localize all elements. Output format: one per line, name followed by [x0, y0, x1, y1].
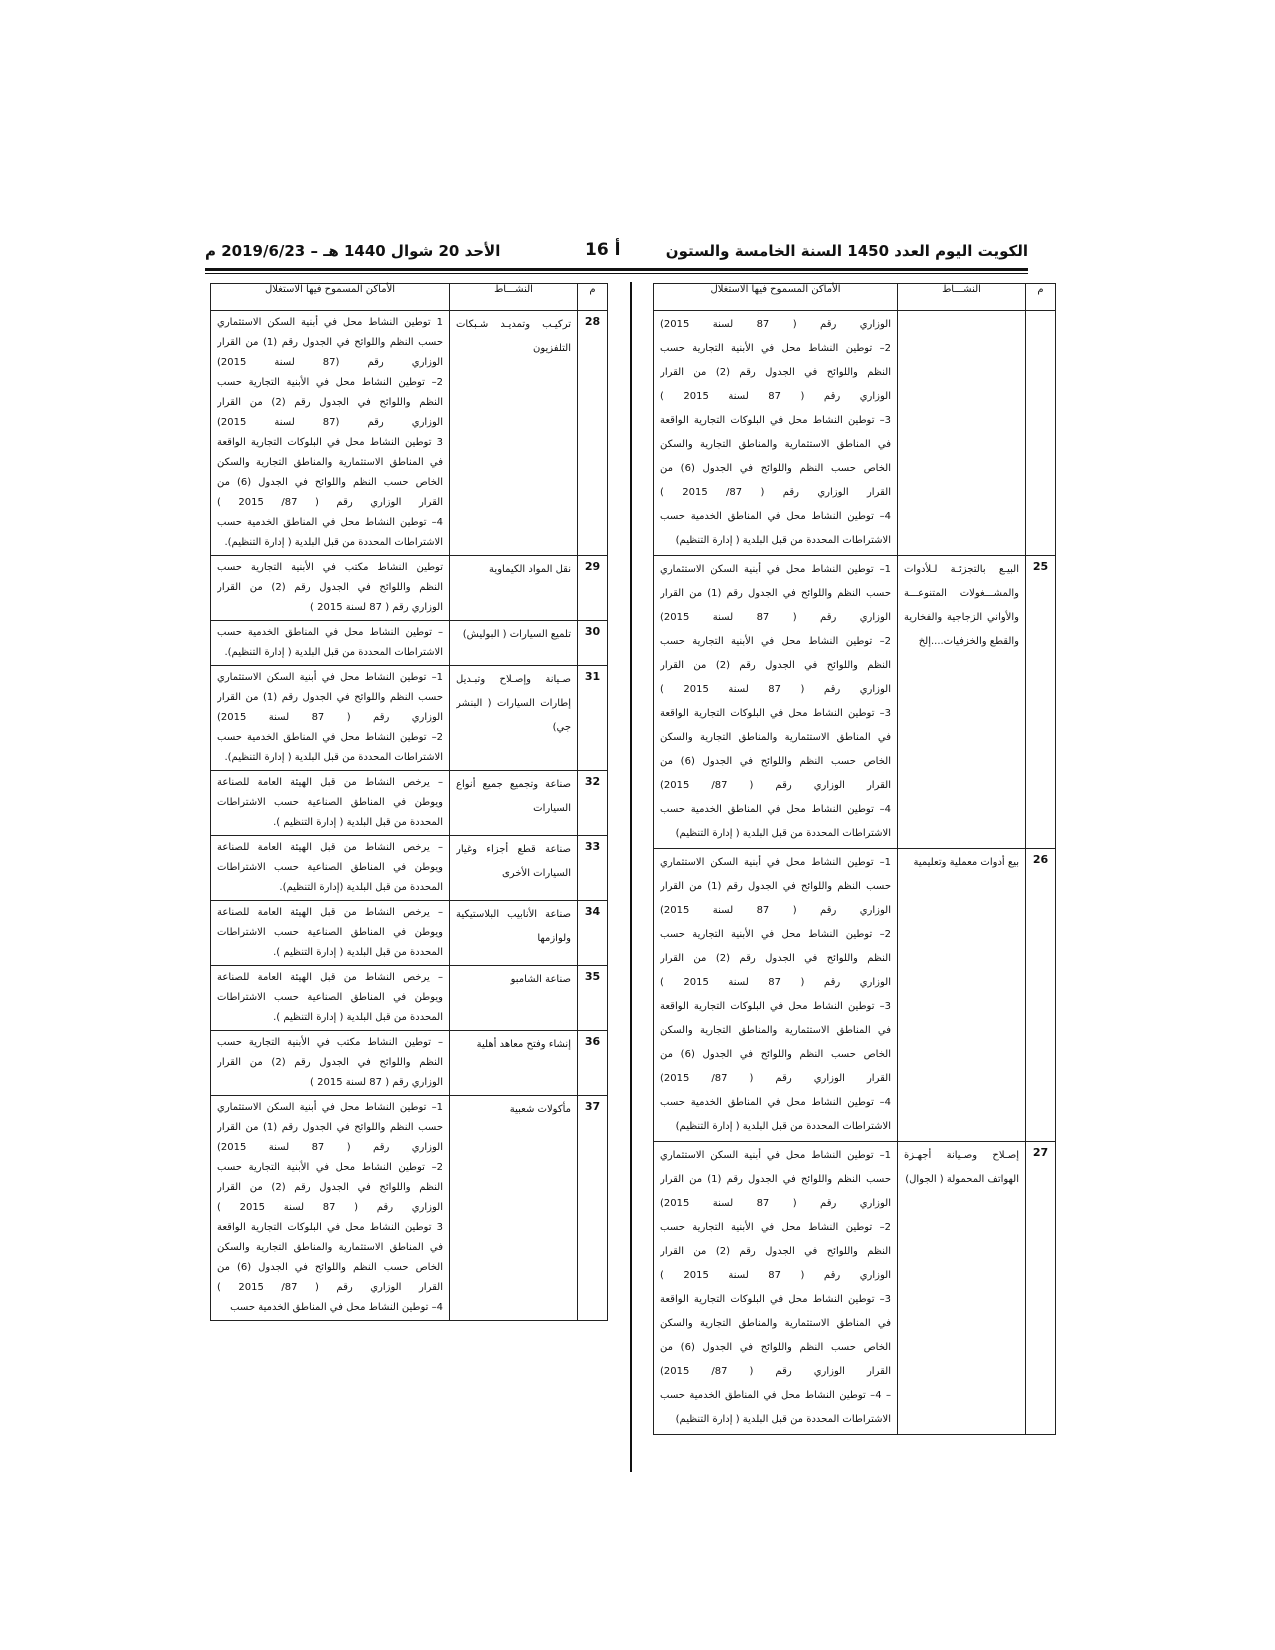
- places-line: 2– توطين النشاط محل في الأبنية التجارية حسب: [660, 929, 891, 940]
- places-line: الاشتراطات المحددة من قبل البلدية ( إدارة التنظيم): [675, 828, 891, 839]
- row-activity: [898, 849, 1026, 1142]
- places-line: الخاص حسب النظم واللوائح في الجدول (6) من: [660, 1049, 891, 1060]
- places-line: النظم واللوائح في الجدول رقم (2) من القرار: [217, 397, 443, 408]
- places-line: القرار الوزاري رقم ( 87/ 2015 ): [660, 487, 891, 498]
- table-row: [211, 621, 608, 666]
- header-activity: النشـــاط: [450, 284, 578, 311]
- places-line: الوزاري رقم ( 87 لسنة 2015 ): [660, 1270, 891, 1281]
- places-line: ويوطن في المناطق الصناعية حسب الاشتراطات: [217, 927, 443, 938]
- table-row: [211, 1096, 608, 1321]
- places-line: النظم واللوائح في الجدول رقم (2) من القرار: [217, 1057, 443, 1068]
- places-line: – توطين النشاط مكتب في الأبنية التجارية حسب: [217, 1037, 443, 1048]
- row-activity: [450, 1031, 578, 1096]
- places-line: 3 توطين النشاط محل في البلوكات التجارية الواقعة: [217, 1222, 443, 1233]
- places-line: 2– توطين النشاط محل في المناطق الخدمية حسب: [217, 732, 443, 743]
- places-line: حسب النظم واللوائح في الجدول رقم (1) من القرار: [660, 881, 891, 892]
- places-line: 2– توطين النشاط محل في الأبنية التجارية حسب: [660, 636, 891, 647]
- header-rule-thick: [205, 268, 1028, 271]
- places-line: النظم واللوائح في الجدول رقم (2) من القرار: [660, 660, 891, 671]
- page-number: 16 أ: [585, 240, 621, 260]
- publication-title: الكويت اليوم العدد 1450 السنة الخامسة والستون: [665, 242, 1028, 260]
- row-number: 37: [578, 1096, 608, 1321]
- table-row: [654, 1142, 1056, 1435]
- places-line: حسب النظم واللوائح في الجدول رقم (1) من القرار: [217, 692, 443, 703]
- places-line: – يرخص النشاط من قبل الهيئة العامة للصناعة: [217, 907, 443, 918]
- places-line: الوزاري رقم ( 87 لسنة 2015): [660, 905, 891, 916]
- places-line: 1– توطين النشاط محل في أبنية السكن الاستثماري: [217, 1102, 443, 1113]
- places-line: الوزاري رقم ( 87 لسنة 2015 ): [660, 977, 891, 988]
- row-activity: [450, 966, 578, 1031]
- places-line: في المناطق الاستثمارية والمناطق التجارية والسكن: [217, 1242, 443, 1253]
- header-places: الأماكن المسموح فيها الاستغلال: [654, 284, 898, 311]
- places-line: ويوطن في المناطق الصناعية حسب الاشتراطات: [217, 992, 443, 1003]
- places-line: 3– توطين النشاط محل في البلوكات التجارية الواقعة: [660, 1001, 891, 1012]
- places-line: القرار الوزاري رقم ( 87/ 2015): [660, 780, 891, 791]
- table-row: [654, 849, 1056, 1142]
- row-number: 26: [1026, 849, 1056, 1142]
- table-header-row: [654, 284, 1056, 311]
- places-line: – 4– توطين النشاط محل في المناطق الخدمية حسب: [660, 1390, 891, 1401]
- places-line: 4– توطين النشاط محل في المناطق الخدمية حسب: [660, 804, 891, 815]
- places-line: الاشتراطات المحددة من قبل البلدية ( إدارة التنظيم): [675, 1414, 891, 1425]
- places-line: في المناطق الاستثمارية والمناطق التجارية والسكن: [660, 439, 891, 450]
- activity-line: صناعة وتجميع جميع أنواع: [456, 779, 571, 790]
- places-line: المحددة من قبل البلدية ( إدارة التنظيم ).: [273, 1012, 443, 1023]
- table-row: [211, 556, 608, 621]
- places-line: الوزاري رقم ( 87 لسنة 2015 ): [660, 391, 891, 402]
- activity-line: البيـع بالتجزئـة لـلأدوات: [904, 564, 1019, 575]
- header-places: الأماكن المسموح فيها الاستغلال: [211, 284, 450, 311]
- places-line: النظم واللوائح في الجدول رقم (2) من القرار: [217, 582, 443, 593]
- places-line: 1– توطين النشاط محل في أبنية السكن الاستثماري: [217, 672, 443, 683]
- row-places: [211, 1031, 450, 1096]
- places-line: ويوطن في المناطق الصناعية حسب الاشتراطات: [217, 797, 443, 808]
- places-line: الخاص حسب النظم واللوائح في الجدول (6) من: [660, 756, 891, 767]
- row-number: 34: [578, 901, 608, 966]
- row-activity: [450, 771, 578, 836]
- places-line: في المناطق الاستثمارية والمناطق التجارية والسكن: [217, 457, 443, 468]
- places-line: 4– توطين النشاط محل في المناطق الخدمية حسب: [660, 1097, 891, 1108]
- places-line: ويوطن في المناطق الصناعية حسب الاشتراطات: [217, 862, 443, 873]
- row-places: [211, 311, 450, 556]
- row-number: 28: [578, 311, 608, 556]
- row-places: [211, 966, 450, 1031]
- row-places: [211, 836, 450, 901]
- activity-line: إصـلاح وصـيانة أجهـزة: [904, 1150, 1019, 1161]
- places-line: – يرخص النشاط من قبل الهيئة العامة للصناعة: [217, 777, 443, 788]
- places-line: المحددة من قبل البلدية (إدارة التنظيم).: [279, 882, 443, 893]
- places-line: الوزاري رقم (87 لسنة 2015): [217, 357, 443, 368]
- places-line: 1– توطين النشاط محل في أبنية السكن الاستثماري: [660, 564, 891, 575]
- row-places: [211, 556, 450, 621]
- places-line: الخاص حسب النظم واللوائح في الجدول (6) من: [217, 477, 443, 488]
- row-number: 27: [1026, 1142, 1056, 1435]
- places-line: الوزاري رقم ( 87 لسنة 2015 ): [310, 602, 443, 613]
- table-row-continuation: [654, 311, 1056, 556]
- row-number: 25: [1026, 556, 1056, 849]
- activity-line: صناعة قطع أجزاء وغيار: [456, 844, 571, 855]
- places-line: حسب النظم واللوائح في الجدول رقم (1) من القرار: [660, 1174, 891, 1185]
- activity-line: نقل المواد الكيماوية: [489, 564, 571, 575]
- row-places: [211, 901, 450, 966]
- places-line: النظم واللوائح في الجدول رقم (2) من القرار: [660, 953, 891, 964]
- row-number: 31: [578, 666, 608, 771]
- places-line: الوزاري رقم ( 87 لسنة 2015 ): [217, 1202, 443, 1213]
- row-activity: [450, 556, 578, 621]
- activity-line: والقطع والخزفيات....إلخ: [918, 636, 1019, 647]
- activity-line: السيارات: [533, 803, 571, 814]
- activity-line: بيع أدوات معملية وتعليمية: [913, 857, 1019, 868]
- column-divider: [630, 282, 632, 1472]
- places-line: الخاص حسب النظم واللوائح في الجدول (6) من: [217, 1262, 443, 1273]
- table-row: [211, 1031, 608, 1096]
- places-line: 2– توطين النشاط محل في الأبنية التجارية حسب: [660, 1222, 891, 1233]
- places-line: المحددة من قبل البلدية ( إدارة التنظيم ).: [273, 947, 443, 958]
- places-line: 1– توطين النشاط محل في أبنية السكن الاستثماري: [660, 857, 891, 868]
- places-line: في المناطق الاستثمارية والمناطق التجارية والسكن: [660, 732, 891, 743]
- row-number: 36: [578, 1031, 608, 1096]
- places-line: توطين النشاط مكتب في الأبنية التجارية حسب: [217, 562, 443, 573]
- places-line: القرار الوزاري رقم ( 87/ 2015): [660, 1073, 891, 1084]
- header-num: م: [578, 284, 608, 311]
- places-line: القرار الوزاري رقم ( 87/ 2015 ): [217, 497, 443, 508]
- places-line: الوزاري رقم ( 87 لسنة 2015): [217, 1142, 443, 1153]
- places-line: الاشتراطات المحددة من قبل البلدية ( إدارة التنظيم): [675, 1121, 891, 1132]
- issue-date: الأحد 20 شوال 1440 هـ – 2019/6/23 م: [205, 242, 501, 260]
- row-number: 29: [578, 556, 608, 621]
- table-row: [211, 666, 608, 771]
- activity-line: مأكولات شعبية: [509, 1104, 571, 1115]
- activity-line: تلميع السيارات ( البوليش): [462, 629, 571, 640]
- places-line: 3– توطين النشاط محل في البلوكات التجارية الواقعة: [660, 415, 891, 426]
- activity-line: صناعة الأنابيب البلاستيكية: [456, 909, 571, 920]
- row-places: [654, 1142, 898, 1435]
- places-line: الخاص حسب النظم واللوائح في الجدول (6) من: [660, 1342, 891, 1353]
- places-line: 3– توطين النشاط محل في البلوكات التجارية الواقعة: [660, 708, 891, 719]
- places-line: 2– توطين النشاط محل في الأبنية التجارية حسب: [660, 343, 891, 354]
- row-number: 32: [578, 771, 608, 836]
- places-line: النظم واللوائح في الجدول رقم (2) من القرار: [660, 1246, 891, 1257]
- activities-table-left: [210, 283, 608, 1321]
- activity-line: جي): [552, 722, 571, 733]
- row-places: [211, 621, 450, 666]
- row-activity: [450, 836, 578, 901]
- places-line: 2– توطين النشاط محل في الأبنية التجارية حسب: [217, 377, 443, 388]
- row-places: [654, 311, 898, 556]
- table-row: [654, 556, 1056, 849]
- places-line: – يرخص النشاط من قبل الهيئة العامة للصناعة: [217, 842, 443, 853]
- row-places: [211, 666, 450, 771]
- row-activity: [450, 1096, 578, 1321]
- row-activity: [450, 311, 578, 556]
- table-row: [211, 966, 608, 1031]
- row-number: 33: [578, 836, 608, 901]
- places-line: 3– توطين النشاط محل في البلوكات التجارية الواقعة: [660, 1294, 891, 1305]
- activities-table-right: [653, 283, 1056, 1435]
- places-line: القرار الوزاري رقم ( 87/ 2015): [660, 1366, 891, 1377]
- activity-line: السيارات الأخرى: [501, 868, 571, 879]
- places-line: في المناطق الاستثمارية والمناطق التجارية والسكن: [660, 1025, 891, 1036]
- places-line: حسب النظم واللوائح في الجدول رقم (1) من القرار: [217, 1122, 443, 1133]
- places-line: الخاص حسب النظم واللوائح في الجدول (6) من: [660, 463, 891, 474]
- row-places: [211, 771, 450, 836]
- activity-line: إطارات السيارات ( البنشر: [456, 698, 571, 709]
- row-number: 30: [578, 621, 608, 666]
- places-line: الوزاري رقم ( 87 لسنة 2015): [660, 612, 891, 623]
- header-num: م: [1026, 284, 1056, 311]
- places-line: الوزاري رقم ( 87 لسنة 2015): [660, 1198, 891, 1209]
- row-activity: [450, 621, 578, 666]
- places-line: الاشتراطات المحددة من قبل البلدية ( إدارة التنظيم).: [224, 752, 443, 763]
- places-line: – توطين النشاط محل في المناطق الخدمية حسب: [217, 627, 443, 638]
- row-places: [654, 556, 898, 849]
- row-activity: [898, 556, 1026, 849]
- row-activity: [450, 901, 578, 966]
- activity-line: والمشـــغولات المتنوعـــة: [904, 588, 1019, 599]
- places-line: الوزاري رقم ( 87 لسنة 2015): [660, 319, 891, 330]
- places-line: القرار الوزاري رقم ( 87/ 2015 ): [217, 1282, 443, 1293]
- right-column: [653, 283, 1056, 1435]
- places-line: الوزاري رقم ( 87 لسنة 2015): [217, 712, 443, 723]
- row-places: [211, 1096, 450, 1321]
- row-activity: [898, 311, 1026, 556]
- places-line: في المناطق الاستثمارية والمناطق التجارية والسكن: [660, 1318, 891, 1329]
- activity-line: صـيانة وإصـلاح وتبـديل: [456, 674, 571, 685]
- row-places: [654, 849, 898, 1142]
- row-number: 35: [578, 966, 608, 1031]
- left-column: [210, 283, 608, 1321]
- page-header: [205, 238, 1028, 266]
- activity-line: تركيـب وتمديـد شـبكات: [456, 319, 571, 330]
- places-line: – يرخص النشاط من قبل الهيئة العامة للصناعة: [217, 972, 443, 983]
- places-line: المحددة من قبل البلدية ( إدارة التنظيم ).: [273, 817, 443, 828]
- row-number: [1026, 311, 1056, 556]
- places-line: الوزاري رقم ( 87 لسنة 2015 ): [310, 1077, 443, 1088]
- places-line: 4– توطين النشاط محل في المناطق الخدمية حسب: [660, 511, 891, 522]
- places-line: النظم واللوائح في الجدول رقم (2) من القرار: [217, 1182, 443, 1193]
- places-line: الاشتراطات المحددة من قبل البلدية ( إدارة التنظيم).: [224, 647, 443, 658]
- activity-line: التلفزيون: [532, 343, 571, 354]
- places-line: 2– توطين النشاط محل في الأبنية التجارية حسب: [217, 1162, 443, 1173]
- table-row: [211, 901, 608, 966]
- table-row: [211, 771, 608, 836]
- header-activity: النشـــاط: [898, 284, 1026, 311]
- activity-line: إنشاء وفتح معاهد أهلية: [476, 1039, 571, 1050]
- table-row: [211, 311, 608, 556]
- activity-line: ولوازمها: [537, 933, 571, 944]
- places-line: حسب النظم واللوائح في الجدول رقم (1) من القرار: [217, 337, 443, 348]
- places-line: الاشتراطات المحددة من قبل البلدية ( إدارة التنظيم).: [224, 537, 443, 548]
- places-line: 4– توطين النشاط محل في المناطق الخدمية حسب: [230, 1302, 443, 1313]
- places-line: 1– توطين النشاط محل في أبنية السكن الاستثماري: [660, 1150, 891, 1161]
- row-activity: [898, 1142, 1026, 1435]
- table-row: [211, 836, 608, 901]
- places-line: الاشتراطات المحددة من قبل البلدية ( إدارة التنظيم): [675, 535, 891, 546]
- places-line: 1 توطين النشاط محل في أبنية السكن الاستثماري: [217, 317, 443, 328]
- places-line: 4– توطين النشاط محل في المناطق الخدمية حسب: [217, 517, 443, 528]
- row-activity: [450, 666, 578, 771]
- activity-line: والأواني الزجاجية والفخارية: [904, 612, 1019, 623]
- places-line: الوزاري رقم ( 87 لسنة 2015 ): [660, 684, 891, 695]
- table-header-row: [211, 284, 608, 311]
- header-rule-thin: [205, 273, 1028, 274]
- places-line: 3 توطين النشاط محل في البلوكات التجارية الواقعة: [217, 437, 443, 448]
- places-line: حسب النظم واللوائح في الجدول رقم (1) من القرار: [660, 588, 891, 599]
- activity-line: صناعة الشامبو: [510, 974, 571, 985]
- places-line: النظم واللوائح في الجدول رقم (2) من القرار: [660, 367, 891, 378]
- places-line: الوزاري رقم (87 لسنة 2015): [217, 417, 443, 428]
- activity-line: الهواتف المحمولة ( الجوال): [905, 1174, 1019, 1185]
